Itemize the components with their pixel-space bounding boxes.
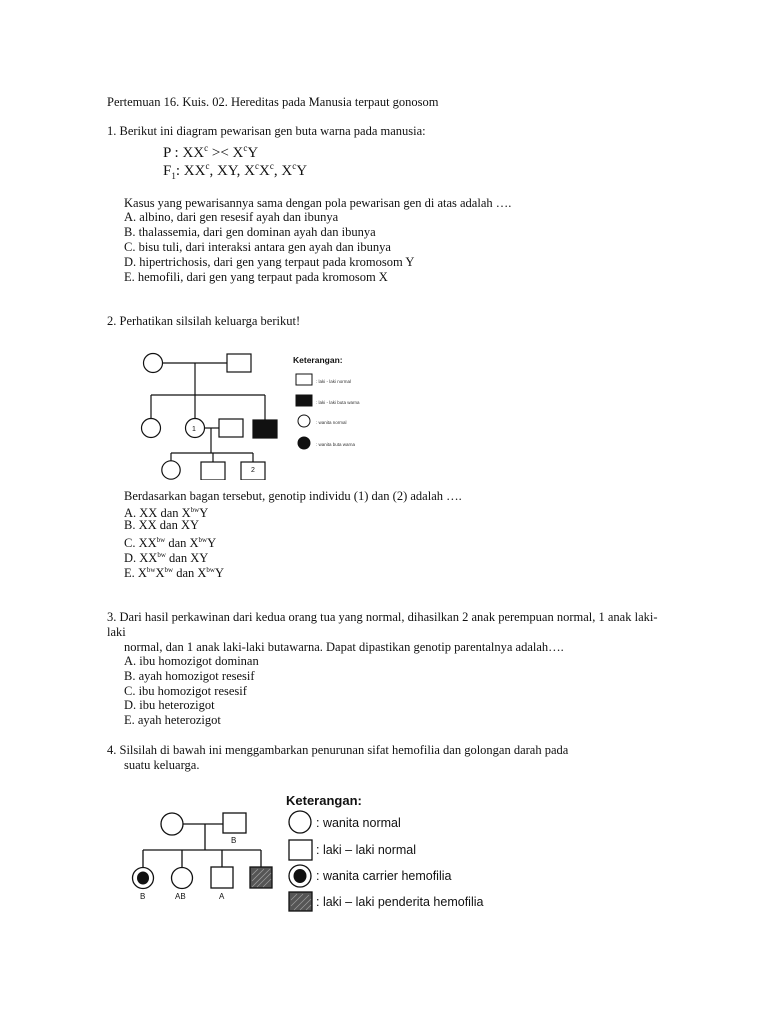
q3-question-line1: 3. Dari hasil perkawinan dari kedua orang tua yang normal, dihasilkan 2 anak perempuan normal, 1 anak laki- xyxy=(107,610,658,624)
q2-legend-male-colorblind-icon xyxy=(296,395,312,406)
q2-legend-female-normal-icon xyxy=(298,415,310,427)
q2-granddaughter-circle xyxy=(162,461,180,479)
q3-question-line3: normal, dan 1 anak laki-laki butawarna. Dapat dipastikan genotip parentalnya adalah…. xyxy=(124,640,564,654)
q4-legend xyxy=(282,790,522,915)
q4-legend-label-1: : wanita normal xyxy=(316,816,401,830)
q2-legend-title: Keterangan: xyxy=(293,355,343,365)
q2-grandson-square xyxy=(201,462,225,480)
q1-option-a: A. albino, dari gen resesif ayah dan ibunya xyxy=(124,210,339,224)
q4-legend-label-2: : laki – laki normal xyxy=(316,843,417,857)
q2-colorblind-son-square xyxy=(253,420,277,438)
q1-option-d: D. hipertrichosis, dari gen yang terpaut pada kromosom Y xyxy=(124,255,415,269)
q2-option-b: B. XX dan XY xyxy=(124,518,199,532)
q2-grandmother-circle xyxy=(144,354,163,373)
q3-option-e: E. ayah heterozigot xyxy=(124,713,221,727)
q2-legend-label-2: : laki - laki buta warna xyxy=(316,400,360,405)
q4-question-line2: suatu keluarga. xyxy=(124,758,200,772)
q2-marker-2: 2 xyxy=(251,467,255,474)
q4-mother-circle xyxy=(161,813,183,835)
q2-daughter-circle xyxy=(142,419,161,438)
q3-option-b: B. ayah homozigot resesif xyxy=(124,669,255,683)
q2-marker-1: 1 xyxy=(192,426,196,433)
q2-question: 2. Perhatikan silsilah keluarga berikut! xyxy=(107,314,301,328)
q4-child-normal-female-circle xyxy=(172,868,193,889)
q3-question-line2: laki xyxy=(107,625,126,639)
q2-legend-female-colorblind-icon xyxy=(298,437,310,449)
q2-option-e: E. $X^{bw}X^{bw}$ dan $X^{bw}Y$ xyxy=(124,566,224,580)
q3-option-d: D. ibu heterozigot xyxy=(124,698,215,712)
q2-legend xyxy=(290,352,380,462)
q1-question: 1. Berikut ini diagram pewarisan gen buta warna pada manusia: xyxy=(107,124,426,138)
q4-question-line1: 4. Silsilah di bawah ini menggambarkan penurunan sifat hemofilia dan golongan darah pada xyxy=(107,743,569,757)
q4-pedigree-chart xyxy=(125,805,280,905)
q1-stem: Kasus yang pewarisannya sama dengan pola pewarisan gen di atas adalah …. xyxy=(124,196,512,210)
q2-stem: Berdasarkan bagan tersebut, genotip individu (1) dan (2) adalah …. xyxy=(124,489,462,503)
q2-legend-label-1: : laki - laki normal xyxy=(316,379,352,384)
q4-legend-label-4: : laki – laki penderita hemofilia xyxy=(316,895,484,909)
q2-son-in-law-square xyxy=(219,419,243,437)
q4-label-father: B xyxy=(231,836,237,845)
q1-option-c: C. bisu tuli, dari interaksi antara gen ayah dan ibunya xyxy=(124,240,391,254)
q1-option-e: E. hemofili, dari gen yang terpaut pada kromosom X xyxy=(124,270,388,284)
q4-child-normal-male-square xyxy=(211,867,233,888)
q2-legend-label-3: : wanita normal xyxy=(316,420,347,425)
q2-grandfather-square xyxy=(227,354,251,372)
q2-option-c: C. $XX^{bw}$ dan $X^{bw}Y$ xyxy=(124,536,217,550)
q4-legend-female-normal-icon xyxy=(289,811,311,833)
q1-cross-parental: P : $XX^c >< X^cY$ xyxy=(163,143,259,161)
q2-legend-label-4: : wanita buta warna xyxy=(316,442,356,447)
q2-option-a: A. XX dan $X^{bw}Y$ xyxy=(124,506,209,520)
q3-option-c: C. ibu homozigot resesif xyxy=(124,684,247,698)
q3-option-a: A. ibu homozigot dominan xyxy=(124,654,259,668)
q1-option-b: B. thalassemia, dari gen dominan ayah dan ibunya xyxy=(124,225,376,239)
q4-legend-label-3: : wanita carrier hemofilia xyxy=(316,869,452,883)
q2-option-d: D. $XX^{bw}$ dan XY xyxy=(124,551,209,565)
q2-legend-male-normal-icon xyxy=(296,374,312,385)
q4-label-child-3: A xyxy=(219,892,225,901)
q4-label-child-1: B xyxy=(140,892,146,901)
q4-label-child-2: AB xyxy=(175,892,186,901)
q4-legend-title: Keterangan: xyxy=(286,793,362,808)
q4-father-square xyxy=(223,813,246,833)
page-title: Pertemuan 16. Kuis. 02. Hereditas pada Manusia terpaut gonosom xyxy=(107,95,439,109)
q4-legend-male-normal-icon xyxy=(289,840,312,860)
q1-cross-f1: $F_1$: $XX^c$, XY, $X^cX^c$, $X^cY$ xyxy=(163,161,308,181)
